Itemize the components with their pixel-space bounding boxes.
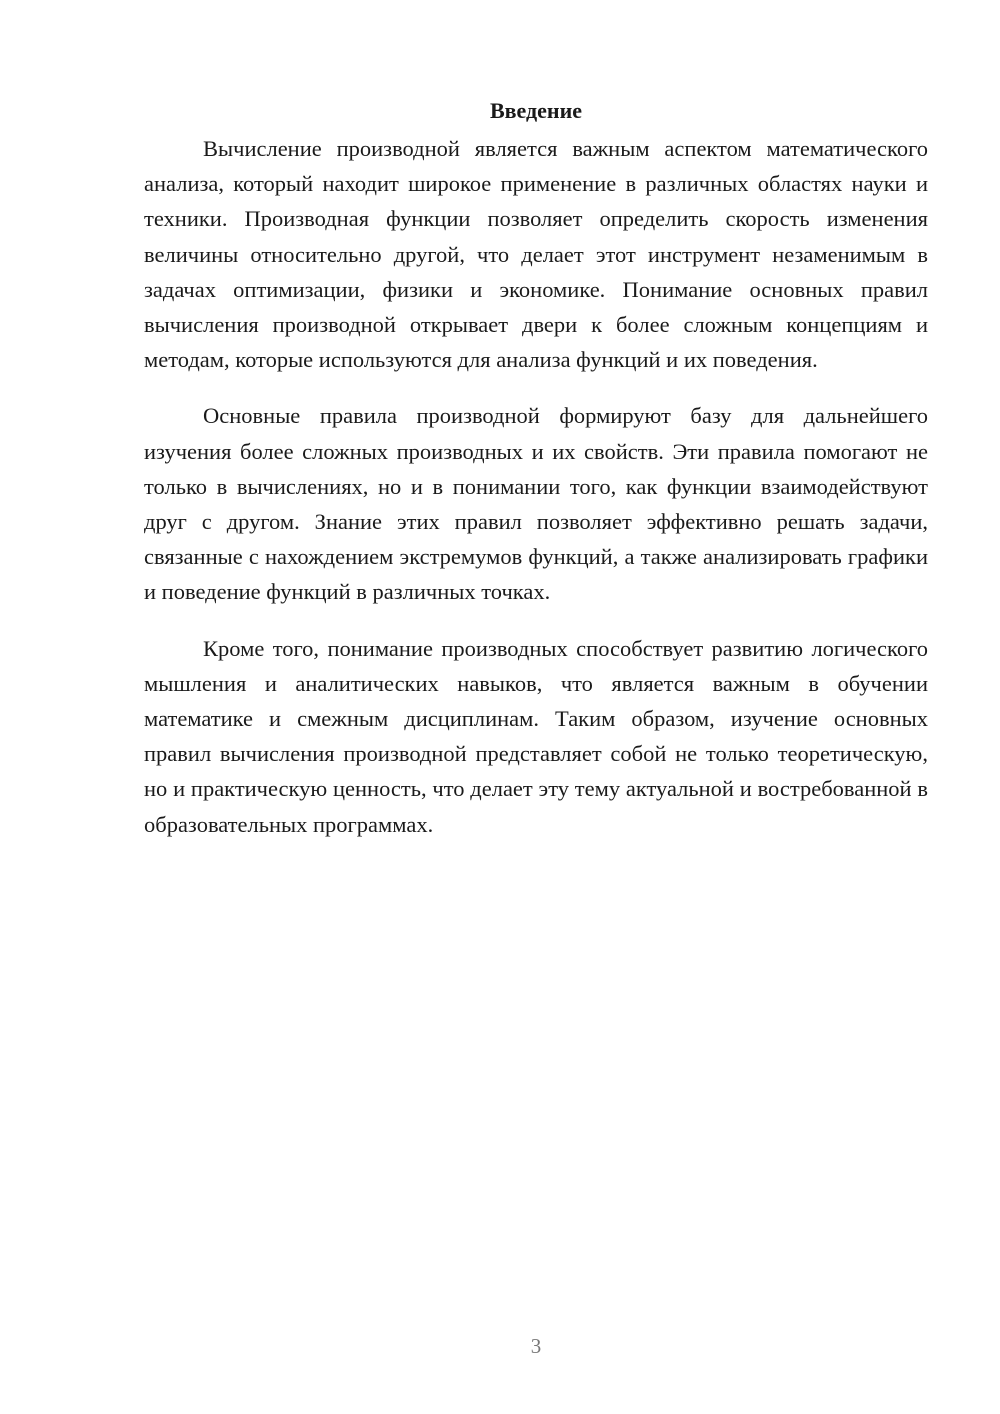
section-heading: Введение	[489, 98, 583, 123]
page-content	[144, 96, 928, 863]
paragraph-2: Основные правила производной формируют базу для дальнейшего изучения более сложных производных и их свойств. Эти правила помогают не только в вычислениях, но и в понимании того, как функции взаимодействуют друг с другом. Знание этих правил позволяет эффективно решать задачи, связанные с нахождением экстремумов функций, а также анализировать графики и поведение функций в различных точках.	[144, 403, 928, 605]
page-number: 3	[530, 1334, 542, 1358]
paragraph-1: Вычисление производной является важным аспектом математического анализа, который находит широкое применение в различных областях науки и техники. Производная функции позволяет определить скорость изменения величины относительно другой, что делает этот инструмент незаменимым в задачах оптимизации, физики и экономике. Понимание основных правил вычисления производной открывает двери к более сложным концепциям и методам, которые используются для анализа функций и их поведения.	[144, 136, 928, 373]
paragraph-3: Кроме того, понимание производных способствует развитию логического мышления и аналитических навыков, что является важным в обучении математике и смежным дисциплинам. Таким образом, изучение основных правил вычисления производной представляет собой не только теоретическую, но и практическую ценность, что делает эту тему актуальной и востребованной в образовательных программах.	[144, 635, 928, 837]
